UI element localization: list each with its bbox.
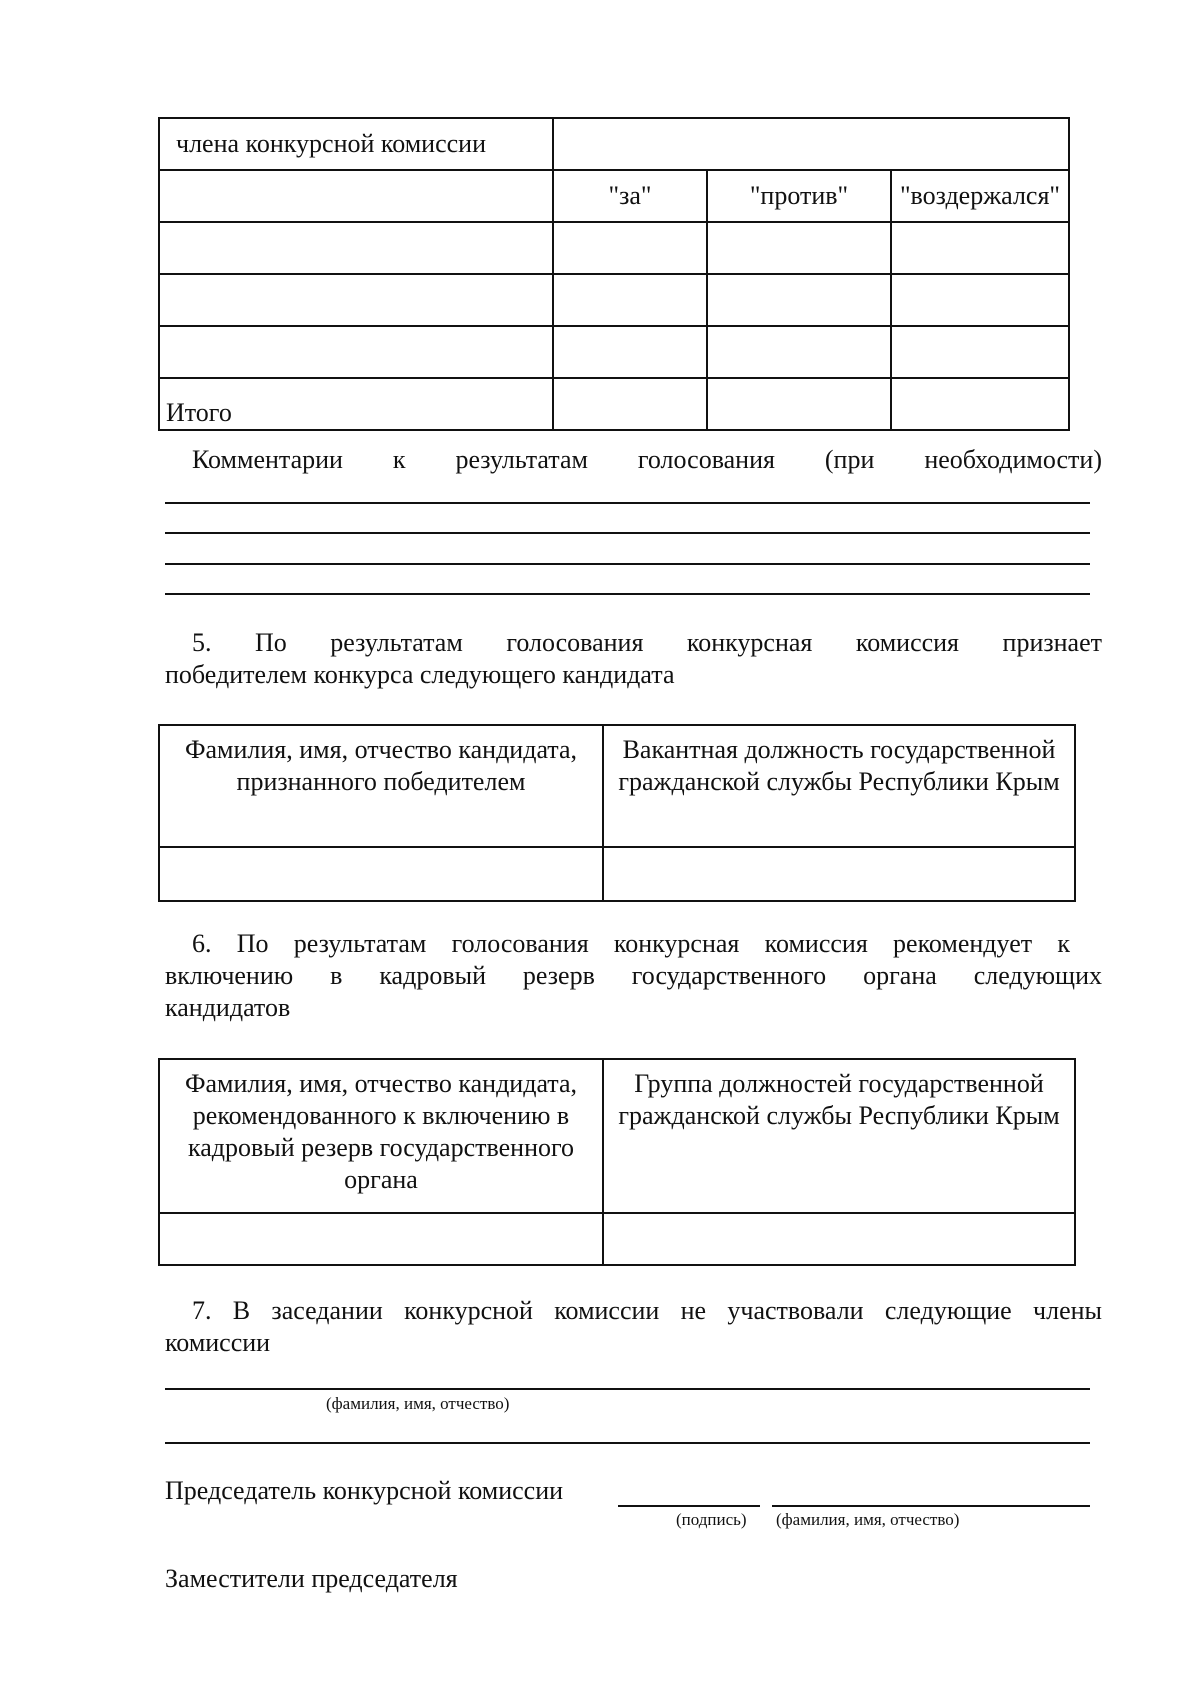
section7-line2: комиссии (165, 1328, 271, 1357)
table-row (159, 847, 1075, 901)
deputies-label: Заместители председателя (165, 1564, 458, 1593)
voting-table (158, 117, 1070, 431)
signature-caption: (подпись) (676, 1510, 747, 1529)
voting-header-empty (553, 118, 1069, 170)
total-label: Итого (159, 378, 553, 430)
reserve-col-name: Фамилия, имя, отчество кандидата, рекомендованного к включению в кадровый резерв государственного органа (159, 1059, 603, 1213)
section6-line3: кандидатов (165, 993, 291, 1022)
voting-header-member: члена конкурсной комиссии (159, 118, 553, 170)
table-row (159, 274, 1069, 326)
table-row-total (159, 378, 1069, 430)
fio-caption: (фамилия, имя, отчество) (326, 1394, 510, 1413)
absent-members-line (165, 1388, 1090, 1390)
comment-line (165, 532, 1090, 534)
reserve-table (158, 1058, 1076, 1266)
chairman-label: Председатель конкурсной комиссии (165, 1476, 564, 1505)
signature-line (618, 1505, 760, 1507)
table-row (159, 1213, 1075, 1265)
section7-line1: 7. В заседании конкурсной комиссии не участвовали следующие члены (192, 1296, 1102, 1325)
absent-members-line (165, 1442, 1090, 1444)
section6-line2: включению в кадровый резерв государственного органа следующих (165, 961, 1102, 990)
voting-cell (159, 170, 553, 222)
chairman-fio-caption: (фамилия, имя, отчество) (776, 1510, 960, 1529)
comment-line (165, 563, 1090, 565)
section5-line1: 5. По результатам голосования конкурсная комиссия признает (192, 628, 1102, 657)
table-row (159, 222, 1069, 274)
col-for: "за" (553, 170, 707, 222)
col-against: "против" (707, 170, 891, 222)
section6-line1: 6. По результатам голосования конкурсная комиссия рекомендует к (192, 929, 1070, 958)
section5-line2: победителем конкурса следующего кандидата (165, 660, 675, 689)
reserve-col-group: Группа должностей государственной гражданской службы Республики Крым (603, 1059, 1075, 1213)
winner-col-name: Фамилия, имя, отчество кандидата, признанного победителем (159, 725, 603, 847)
comment-line (165, 502, 1090, 504)
winner-col-position: Вакантная должность государственной гражданской службы Республики Крым (603, 725, 1075, 847)
comment-line (165, 593, 1090, 595)
winner-table (158, 724, 1076, 902)
comments-label: Комментарии к результатам голосования (при необходимости) (192, 445, 1102, 474)
col-abstained: "воздержался" (891, 170, 1069, 222)
chairman-fio-line (772, 1505, 1090, 1507)
table-row (159, 326, 1069, 378)
